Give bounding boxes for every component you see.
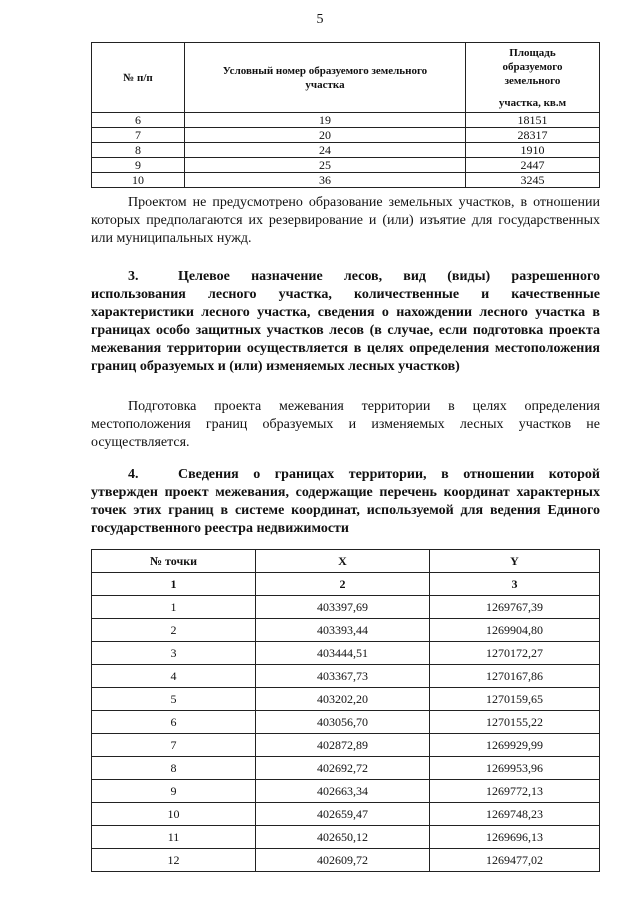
row-area: 1910: [466, 143, 600, 158]
point-x: 403367,73: [256, 665, 430, 688]
point-number: 2: [92, 619, 256, 642]
table-row: [92, 757, 600, 780]
section-4-heading: [91, 466, 600, 538]
table-row: [92, 173, 600, 188]
point-number: 7: [92, 734, 256, 757]
row-area: 3245: [466, 173, 600, 188]
table-row: [92, 734, 600, 757]
row-plot-number: 19: [185, 113, 466, 128]
point-x: 402872,89: [256, 734, 430, 757]
point-x: 402609,72: [256, 849, 430, 872]
table-row: [92, 113, 600, 128]
land-plots-table: [91, 42, 600, 188]
row-plot-number: 25: [185, 158, 466, 173]
point-number: 4: [92, 665, 256, 688]
col-number-1: 1: [92, 573, 256, 596]
point-number: 6: [92, 711, 256, 734]
header-x: X: [256, 550, 430, 573]
row-index: 9: [92, 158, 185, 173]
row-plot-number: 20: [185, 128, 466, 143]
point-x: 403056,70: [256, 711, 430, 734]
point-x: 403444,51: [256, 642, 430, 665]
header-area-line2: участка, кв.м: [498, 96, 567, 109]
header-plot-number: Условный номер образуемого земельного участка: [185, 43, 466, 113]
point-y: 1270167,86: [430, 665, 600, 688]
section-3-body: Подготовка проекта межевания территории в целях определения местоположения границ образуемых и изменяемых лесных участков не осуществляется.: [91, 399, 600, 450]
header-index: № п/п: [92, 43, 185, 113]
section-4-title: Сведения о границах территории, в отношении которой утвержден проект межевания, содержащие перечень координат характерных точек этих границ в системе координат, используемой для ведения Единого государственного реестра недвижимости: [91, 467, 600, 536]
point-y: 1269767,39: [430, 596, 600, 619]
point-y: 1269477,02: [430, 849, 600, 872]
section-3-title: Целевое назначение лесов, вид (виды) разрешенного использования лесного участка, количественные и качественные характеристики лесного участка, сведения о нахождении лесного участка в границах особо защитных участков лесов (в случае, если подготовка проекта межевания территории осуществляется в целях определения местоположения границ образуемых и (или) изменяемых лесных участков): [91, 269, 600, 374]
table-row: [92, 158, 600, 173]
point-y: 1269696,13: [430, 826, 600, 849]
table-row: [92, 688, 600, 711]
table-row: [92, 849, 600, 872]
row-area: 18151: [466, 113, 600, 128]
point-y: 1270159,65: [430, 688, 600, 711]
section-3-number: 3.: [128, 269, 139, 284]
table-row: [92, 826, 600, 849]
page-number: 5: [316, 12, 324, 27]
point-x: 402663,34: [256, 780, 430, 803]
col-number-2: 2: [256, 573, 430, 596]
point-number: 10: [92, 803, 256, 826]
row-index: 6: [92, 113, 185, 128]
row-plot-number: 24: [185, 143, 466, 158]
header-y: Y: [430, 550, 600, 573]
point-y: 1269748,23: [430, 803, 600, 826]
point-x: 402659,47: [256, 803, 430, 826]
row-index: 8: [92, 143, 185, 158]
row-index: 10: [92, 173, 185, 188]
header-point: № точки: [92, 550, 256, 573]
table-row: [92, 143, 600, 158]
header-area-line1: Площадь образуемого земельного: [502, 46, 563, 87]
point-x: 403397,69: [256, 596, 430, 619]
table-row: [92, 596, 600, 619]
point-number: 3: [92, 642, 256, 665]
point-y: 1269929,99: [430, 734, 600, 757]
row-plot-number: 36: [185, 173, 466, 188]
table-row: [92, 803, 600, 826]
point-number: 12: [92, 849, 256, 872]
point-number: 11: [92, 826, 256, 849]
point-y: 1269953,96: [430, 757, 600, 780]
reservation-paragraph: Проектом не предусмотрено образование земельных участков, в отношении которых предполагаются их резервирование и (или) изъятие для государственных или муниципальных нужд.: [91, 195, 600, 246]
table-row: [92, 711, 600, 734]
point-number: 9: [92, 780, 256, 803]
point-y: 1270155,22: [430, 711, 600, 734]
row-index: 7: [92, 128, 185, 143]
header-area: [466, 43, 600, 113]
point-x: 402692,72: [256, 757, 430, 780]
section-3-heading: [91, 268, 600, 376]
table-row: [92, 128, 600, 143]
point-x: 403202,20: [256, 688, 430, 711]
col-number-3: 3: [430, 573, 600, 596]
point-x: 402650,12: [256, 826, 430, 849]
point-y: 1270172,27: [430, 642, 600, 665]
column-numbers-row: [92, 573, 600, 596]
row-area: 2447: [466, 158, 600, 173]
point-y: 1269904,80: [430, 619, 600, 642]
table-row: [92, 665, 600, 688]
row-area: 28317: [466, 128, 600, 143]
table-row: [92, 780, 600, 803]
table-row: [92, 619, 600, 642]
point-x: 403393,44: [256, 619, 430, 642]
table-row: [92, 642, 600, 665]
coordinates-table: [91, 549, 600, 872]
point-number: 8: [92, 757, 256, 780]
point-number: 1: [92, 596, 256, 619]
section-4-number: 4.: [128, 467, 139, 482]
point-y: 1269772,13: [430, 780, 600, 803]
point-number: 5: [92, 688, 256, 711]
